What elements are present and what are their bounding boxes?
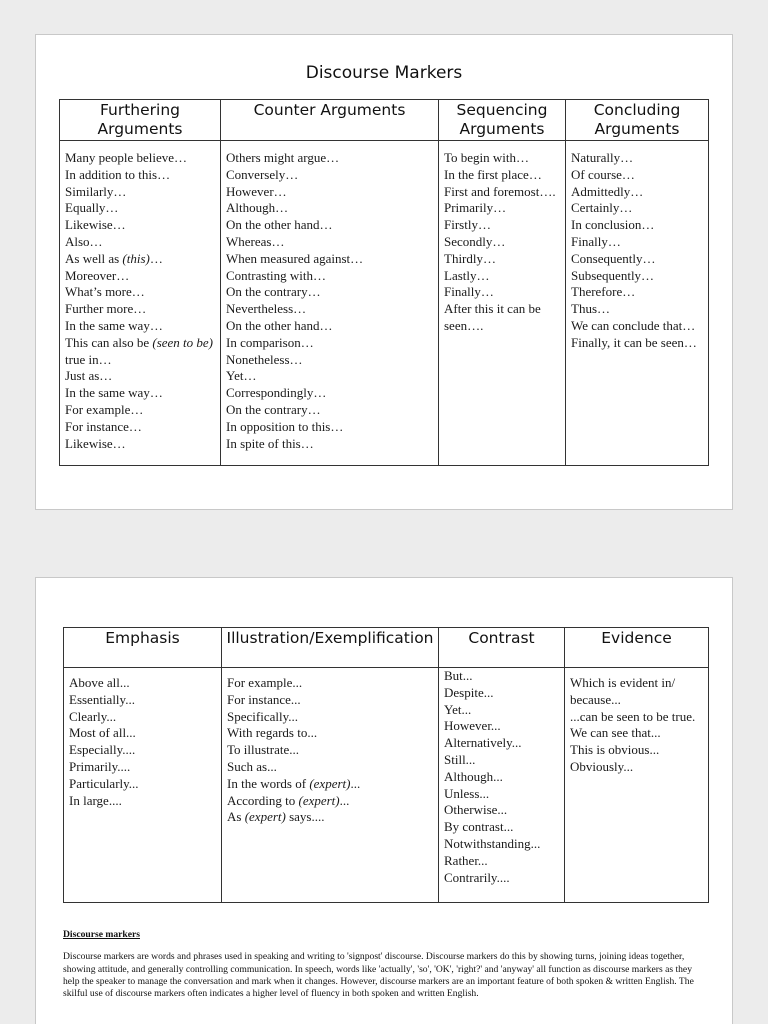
column-header-contrast: Contrast (439, 628, 565, 668)
concluding-list (566, 141, 709, 466)
list-item: This can also be (seen to be) true in… (65, 334, 217, 367)
list-item: Conversely… (226, 166, 299, 182)
list-item: When measured against… (226, 250, 364, 266)
list-item: Such as... (227, 758, 277, 774)
list-item: Unless... (444, 785, 490, 801)
list-item: Especially.... (69, 742, 136, 758)
list-item: Of course… (571, 166, 635, 182)
sequencing-list (439, 141, 566, 466)
table-header-row (64, 628, 709, 668)
list-item: Which is evident in/ because... (570, 675, 679, 707)
list-item: Particularly... (69, 775, 139, 791)
note-heading: Discourse markers (63, 929, 140, 940)
list-item: Admittedly… (571, 183, 644, 199)
list-item: Rather... (444, 852, 488, 868)
illustration-list (222, 668, 439, 903)
table-row (60, 141, 709, 466)
list-item: Finally… (571, 233, 621, 249)
list-item: Subsequently… (571, 267, 655, 283)
list-item: For example... (227, 675, 303, 690)
note-body: Discourse markers are words and phrases used in speaking and writing to 'signpost' discourse. Discourse markers do this by showing turns, joining ideas together, showing attitude, and generally controlling communication. In speech, words like 'actually', 'so', 'OK', 'right?' and 'anyway' all function as discourse markers as they help the speaker to manage the conversation and mark when it changes. However, discourse markers are an important feature of both spoken & written English. The skilful use of discourse markers often indicates a higher level of fluency in both spoken and written English. (63, 951, 694, 1000)
counter-list (221, 141, 439, 466)
discourse-markers-table-1 (59, 99, 709, 466)
list-item: This is obvious... (570, 742, 660, 758)
list-item: In the same way… (65, 385, 163, 401)
list-item: Moreover… (65, 267, 130, 283)
list-item: We can see that... (570, 725, 661, 741)
list-item: Above all... (69, 675, 130, 690)
furthering-list (60, 141, 221, 466)
list-item: Secondly… (444, 233, 506, 249)
list-item: Notwithstanding... (444, 835, 541, 851)
list-item: On the other hand… (226, 317, 333, 333)
list-item: Yet... (444, 701, 472, 717)
table-header-row (60, 100, 709, 141)
list-item: Alternatively... (444, 735, 522, 751)
list-item: Despite... (444, 684, 494, 700)
list-item: In conclusion… (571, 217, 655, 233)
list-item: Equally… (65, 200, 119, 216)
list-item: Others might argue… (226, 150, 340, 165)
list-item: In the first place… (444, 166, 542, 182)
list-item: In opposition to this… (226, 418, 344, 434)
list-item: Further more… (65, 301, 147, 317)
contrast-list (439, 668, 565, 903)
list-item: Therefore… (571, 284, 636, 300)
column-header-concluding: Concluding Arguments (566, 100, 709, 141)
list-item: We can conclude that… (571, 317, 696, 333)
list-item: Finally… (444, 284, 494, 300)
list-item: Similarly… (65, 183, 127, 199)
column-header-illustration: Illustration/Exemplification (222, 628, 439, 668)
column-header-counter: Counter Arguments (221, 100, 439, 141)
list-item: Likewise… (65, 435, 126, 451)
list-item: Lastly… (444, 267, 490, 283)
list-item: Certainly… (571, 200, 633, 216)
list-item: For example… (65, 401, 144, 417)
list-item: Specifically... (227, 708, 298, 724)
list-item: Contrarily.... (444, 869, 510, 885)
list-item: To begin with… (444, 150, 530, 165)
list-item: ...can be seen to be true. (570, 708, 696, 724)
list-item: Obviously... (570, 758, 634, 774)
list-item: Yet… (226, 368, 257, 384)
discourse-markers-note (63, 929, 709, 1000)
italic-placeholder: (seen to be) (152, 334, 214, 350)
list-item: After this it can be seen…. (444, 301, 544, 333)
list-item: However... (444, 718, 501, 734)
list-item: What’s more… (65, 284, 145, 300)
list-item: Also… (65, 233, 103, 249)
list-item: Finally, it can be seen… (571, 334, 697, 350)
list-item: Whereas… (226, 233, 285, 249)
italic-placeholder: (expert) (298, 792, 340, 808)
list-item: On the contrary… (226, 284, 321, 300)
list-item: On the other hand… (226, 217, 333, 233)
document-page-2 (35, 577, 733, 1024)
list-item: Nonetheless… (226, 351, 303, 367)
emphasis-list (64, 668, 222, 903)
list-item: On the contrary… (226, 401, 321, 417)
list-item: First and foremost…. (444, 183, 556, 199)
list-item: Contrasting with… (226, 267, 327, 283)
column-header-evidence: Evidence (565, 628, 709, 668)
list-item: Essentially... (69, 691, 135, 707)
list-item: Otherwise... (444, 802, 508, 818)
list-item: In addition to this… (65, 166, 171, 182)
list-item: To illustrate... (227, 742, 300, 758)
list-item: Thus… (571, 301, 610, 317)
list-item: In the words of (expert)... (227, 775, 361, 791)
page-title: Discourse Markers (305, 63, 463, 83)
list-item: In spite of this… (226, 435, 314, 451)
column-header-sequencing: Sequencing Arguments (439, 100, 566, 141)
list-item: Primarily… (444, 200, 507, 216)
list-item: As (expert) says.... (227, 809, 325, 825)
list-item: According to (expert)... (227, 792, 350, 808)
table-row (64, 668, 709, 903)
list-item: In large.... (69, 792, 122, 808)
discourse-markers-table-2 (63, 627, 709, 903)
list-item: Although… (226, 200, 289, 216)
list-item: Although... (444, 768, 503, 784)
list-item: Clearly... (69, 708, 117, 724)
document-page-1 (35, 34, 733, 510)
list-item: In the same way… (65, 317, 163, 333)
list-item: Likewise… (65, 217, 126, 233)
list-item: As well as (this)… (65, 250, 163, 266)
italic-placeholder: (this) (122, 250, 150, 266)
list-item: However… (226, 183, 287, 199)
list-item: Firstly… (444, 217, 491, 233)
list-item: By contrast... (444, 819, 514, 835)
list-item: Primarily.... (69, 758, 131, 774)
list-item: Just as… (65, 368, 113, 384)
list-item: Correspondingly… (226, 385, 327, 401)
list-item: Still... (444, 751, 476, 767)
column-header-furthering: Furthering Arguments (60, 100, 221, 141)
list-item: Most of all... (69, 725, 136, 741)
list-item: Many people believe… (65, 150, 188, 165)
evidence-list (565, 668, 709, 903)
italic-placeholder: (expert) (309, 775, 351, 791)
italic-placeholder: (expert) (244, 809, 286, 825)
column-header-emphasis: Emphasis (64, 628, 222, 668)
list-item: Naturally… (571, 150, 634, 165)
list-item: For instance… (65, 418, 142, 434)
list-item: Consequently… (571, 250, 656, 266)
list-item: With regards to... (227, 725, 318, 741)
list-item: Thirdly… (444, 250, 496, 266)
list-item: But... (444, 668, 473, 683)
list-item: In comparison… (226, 334, 314, 350)
list-item: For instance... (227, 691, 301, 707)
list-item: Nevertheless… (226, 301, 307, 317)
